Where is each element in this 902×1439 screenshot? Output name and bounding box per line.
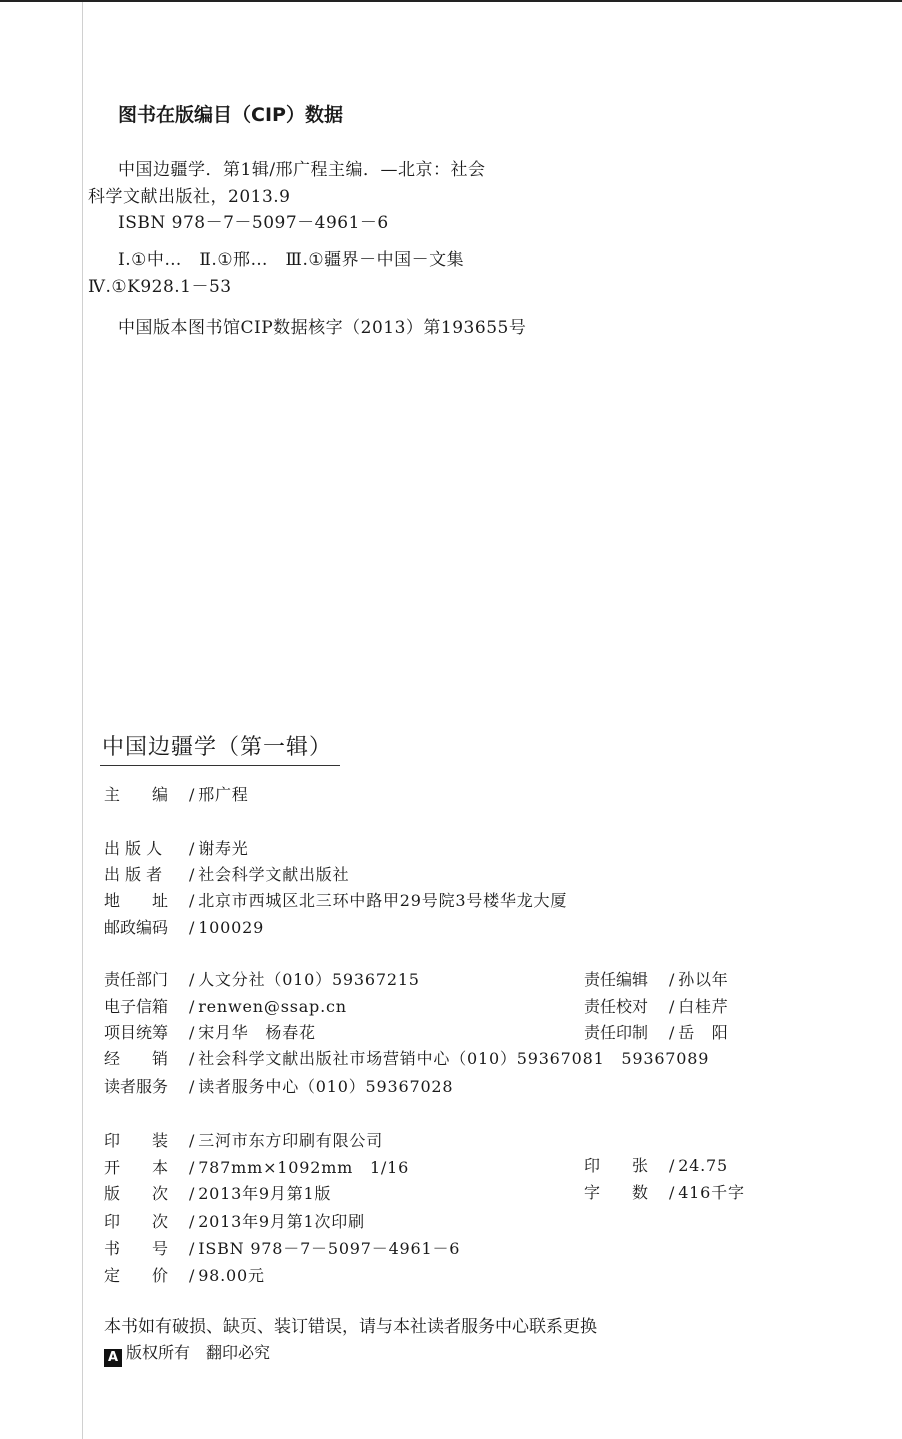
field-postcode: 邮政编码 / 100029 xyxy=(104,915,264,938)
field-label: 书 号 xyxy=(104,1239,169,1258)
field-print-resp: 责任印制 / 岳 阳 xyxy=(584,1020,729,1043)
field-label: 印 装 xyxy=(104,1131,169,1150)
title-underline xyxy=(100,765,340,766)
field-resp-editor: 责任编辑 / 孙以年 xyxy=(584,967,729,990)
field-label: 责任编辑 xyxy=(584,970,649,989)
cip-line-4: Ⅰ.①中… Ⅱ.①邢… Ⅲ.①疆界－中国－文集 xyxy=(118,250,465,270)
cip-line-6: 中国版本图书馆CIP数据核字（2013）第193655号 xyxy=(118,318,527,338)
field-value: 社会科学文献出版社 xyxy=(198,865,350,884)
field-label: 印 次 xyxy=(104,1212,169,1231)
page-gutter-line xyxy=(82,2,83,1439)
field-label: 邮政编码 xyxy=(104,918,169,937)
field-value: ISBN 978－7－5097－4961－6 xyxy=(198,1239,461,1258)
field-label: 责任印制 xyxy=(584,1023,649,1042)
field-label: 电子信箱 xyxy=(104,997,169,1016)
field-binding: 印 装 / 三河市东方印刷有限公司 xyxy=(104,1128,383,1151)
field-address: 地 址 / 北京市西城区北三环中路甲29号院3号楼华龙大厦 xyxy=(104,888,567,911)
field-value: 孙以年 xyxy=(678,970,729,989)
field-label: 版 次 xyxy=(104,1184,169,1203)
cip-line-3: ISBN 978－7－5097－4961－6 xyxy=(118,213,389,233)
field-value: 787mm×1092mm 1/16 xyxy=(198,1158,410,1177)
field-label: 印 张 xyxy=(584,1156,649,1175)
top-rule xyxy=(0,0,902,2)
cip-line-2: 科学文献出版社，2013.9 xyxy=(88,187,291,207)
field-publisher: 出 版 者 / 社会科学文献出版社 xyxy=(104,862,349,885)
publisher-logo-icon: A xyxy=(104,1349,122,1367)
field-label: 地 址 xyxy=(104,891,169,910)
field-distribution: 经 销 / 社会科学文献出版社市场营销中心（010）59367081 59367089 xyxy=(104,1046,709,1069)
field-value: 北京市西城区北三环中路甲29号院3号楼华龙大厦 xyxy=(198,891,568,910)
field-value: 白桂芹 xyxy=(678,997,729,1016)
field-value: 2013年9月第1版 xyxy=(198,1184,332,1203)
field-label: 责任部门 xyxy=(104,970,169,989)
field-label: 定 价 xyxy=(104,1266,169,1285)
field-reader-service: 读者服务 / 读者服务中心（010）59367028 xyxy=(104,1074,453,1097)
field-label: 经 销 xyxy=(104,1049,169,1068)
field-project: 项目统筹 / 宋月华 杨春花 xyxy=(104,1020,316,1043)
field-label: 出 版 人 xyxy=(104,839,163,858)
field-price: 定 价 / 98.00元 xyxy=(104,1263,265,1286)
field-value: 三河市东方印刷有限公司 xyxy=(198,1131,384,1150)
field-word-count: 字 数 / 416千字 xyxy=(584,1180,745,1203)
field-label: 出 版 者 xyxy=(104,865,163,884)
field-value: 2013年9月第1次印刷 xyxy=(198,1212,365,1231)
field-value: 邢广程 xyxy=(198,785,249,804)
field-email: 电子信箱 / renwen@ssap.cn xyxy=(104,994,347,1017)
field-value: 宋月华 杨春花 xyxy=(198,1023,316,1042)
replacement-notice: 本书如有破损、缺页、装订错误，请与本社读者服务中心联系更换 xyxy=(104,1317,597,1337)
book-title: 中国边疆学（第一辑） xyxy=(102,735,333,760)
field-value: 98.00元 xyxy=(198,1266,265,1285)
field-proofread: 责任校对 / 白桂芹 xyxy=(584,994,729,1017)
field-sheets: 印 张 / 24.75 xyxy=(584,1153,728,1176)
field-value: 100029 xyxy=(198,918,265,937)
field-label: 字 数 xyxy=(584,1183,649,1202)
field-value: renwen@ssap.cn xyxy=(198,997,347,1016)
cip-line-5: Ⅳ.①K928.1－53 xyxy=(88,277,232,297)
field-publisher-person: 出 版 人 / 谢寿光 xyxy=(104,836,249,859)
field-isbn: 书 号 / ISBN 978－7－5097－4961－6 xyxy=(104,1236,460,1259)
field-label: 责任校对 xyxy=(584,997,649,1016)
field-edition: 版 次 / 2013年9月第1版 xyxy=(104,1181,331,1204)
rights-reserved: 版权所有 xyxy=(126,1343,191,1362)
field-label: 读者服务 xyxy=(104,1077,169,1096)
copyright-line xyxy=(104,1340,270,1367)
field-label: 主 编 xyxy=(104,785,169,804)
field-value: 社会科学文献出版社市场营销中心（010）59367081 59367089 xyxy=(198,1049,710,1068)
field-dept: 责任部门 / 人文分社（010）59367215 xyxy=(104,967,420,990)
cip-line-1: 中国边疆学．第1辑/邢广程主编．—北京：社会 xyxy=(118,160,486,180)
field-label: 项目统筹 xyxy=(104,1023,169,1042)
field-value: 24.75 xyxy=(678,1156,729,1175)
cip-heading: 图书在版编目（CIP）数据 xyxy=(118,104,343,126)
field-value: 谢寿光 xyxy=(198,839,249,858)
field-value: 人文分社（010）59367215 xyxy=(198,970,420,989)
field-editor: 主 编 / 邢广程 xyxy=(104,782,249,805)
field-value: 岳 阳 xyxy=(678,1023,729,1042)
field-value: 416千字 xyxy=(678,1183,745,1202)
piracy-warning: 翻印必究 xyxy=(206,1343,271,1362)
field-value: 读者服务中心（010）59367028 xyxy=(198,1077,454,1096)
field-label: 开 本 xyxy=(104,1158,169,1177)
field-impression: 印 次 / 2013年9月第1次印刷 xyxy=(104,1209,365,1232)
field-format: 开 本 / 787mm×1092mm 1/16 xyxy=(104,1155,409,1178)
